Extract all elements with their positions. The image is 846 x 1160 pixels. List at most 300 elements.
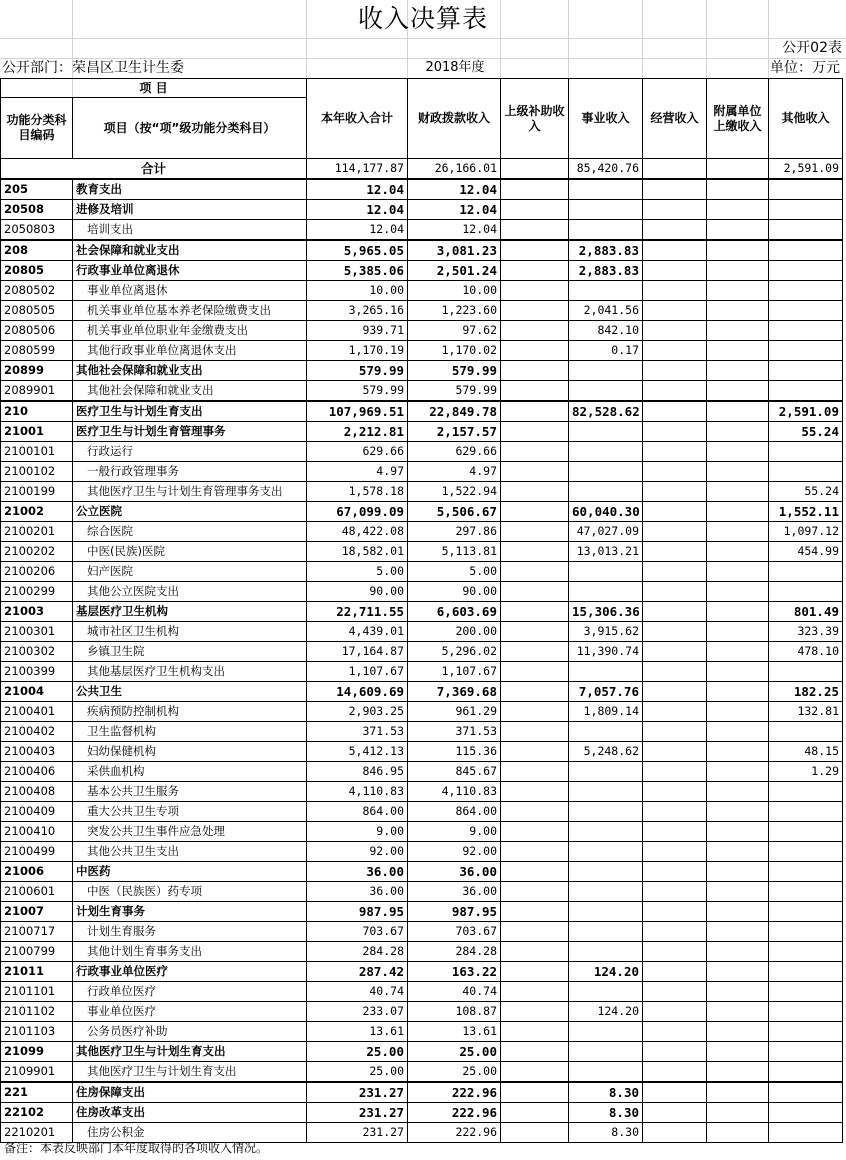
table-row <box>1 902 843 922</box>
row-value-cell: 2,212.81 <box>307 422 408 442</box>
row-value-cell: 1.29 <box>769 762 843 782</box>
row-code: 2080505 <box>1 301 73 321</box>
row-value-cell: 629.66 <box>307 442 408 462</box>
row-value-cell: 454.99 <box>769 542 843 562</box>
row-code: 2101101 <box>1 982 73 1002</box>
row-name: 疾病预防控制机构 <box>73 702 307 722</box>
row-value-cell <box>501 261 569 281</box>
row-value-cell: 371.53 <box>307 722 408 742</box>
row-value-cell: 1,809.14 <box>569 702 643 722</box>
row-value-cell <box>643 982 707 1002</box>
row-value-cell: 579.99 <box>307 361 408 381</box>
row-value-cell: 17,164.87 <box>307 642 408 662</box>
row-value-cell <box>501 642 569 662</box>
row-value-cell: 12.04 <box>307 200 408 220</box>
row-value-cell: 7,057.76 <box>569 682 643 702</box>
table-row <box>1 220 843 241</box>
row-name: 行政单位医疗 <box>73 982 307 1002</box>
row-value-cell: 163.22 <box>408 962 501 982</box>
row-name: 其他基层医疗卫生机构支出 <box>73 662 307 682</box>
row-name: 突发公共卫生事件应急处理 <box>73 822 307 842</box>
row-value-cell <box>707 722 769 742</box>
row-value-cell <box>501 321 569 341</box>
row-value-cell <box>501 582 569 602</box>
row-value-cell: 107,969.51 <box>307 401 408 422</box>
row-name: 中医(民族)医院 <box>73 542 307 562</box>
table-row <box>1 179 843 200</box>
row-value-cell: 5,296.02 <box>408 642 501 662</box>
row-code: 2100601 <box>1 882 73 902</box>
row-code: 2100409 <box>1 802 73 822</box>
row-value-cell: 12.04 <box>307 179 408 200</box>
row-value-cell: 0.17 <box>569 341 643 361</box>
row-code: 2100101 <box>1 442 73 462</box>
row-name: 公务员医疗补助 <box>73 1022 307 1042</box>
row-value-cell: 703.67 <box>408 922 501 942</box>
row-value-cell <box>643 422 707 442</box>
row-value-cell <box>707 1103 769 1123</box>
row-value-cell <box>569 1062 643 1083</box>
row-value-cell: 323.39 <box>769 622 843 642</box>
row-value-cell <box>707 220 769 241</box>
row-value-cell <box>569 862 643 882</box>
row-value-cell <box>569 381 643 402</box>
row-value-cell: 36.00 <box>408 862 501 882</box>
row-value-cell <box>707 281 769 301</box>
table-row <box>1 562 843 582</box>
row-code: 2100199 <box>1 482 73 502</box>
table-row <box>1 942 843 962</box>
row-name: 教育支出 <box>73 179 307 200</box>
row-value-cell: 8.30 <box>569 1123 643 1143</box>
row-value-cell <box>769 381 843 402</box>
row-code: 2100102 <box>1 462 73 482</box>
row-value-cell <box>707 261 769 281</box>
row-value-cell <box>501 602 569 622</box>
row-code: 2100299 <box>1 582 73 602</box>
row-value-cell <box>501 422 569 442</box>
col-header-code: 功能分类科目编码 <box>1 98 73 159</box>
row-name: 一般行政管理事务 <box>73 462 307 482</box>
row-value-cell <box>569 942 643 962</box>
row-value-cell <box>501 361 569 381</box>
row-value-cell <box>569 1022 643 1042</box>
row-value-cell: 579.99 <box>408 381 501 402</box>
row-value-cell: 845.67 <box>408 762 501 782</box>
table-row <box>1 482 843 502</box>
row-value-cell <box>569 902 643 922</box>
row-code: 2080506 <box>1 321 73 341</box>
row-value-cell <box>501 762 569 782</box>
row-value-cell <box>769 822 843 842</box>
fiscal-year: 2018年度 <box>425 60 485 75</box>
row-value-cell <box>707 702 769 722</box>
table-row <box>1 602 843 622</box>
row-value-cell: 90.00 <box>307 582 408 602</box>
row-value-cell <box>707 1042 769 1062</box>
row-code: 2100201 <box>1 522 73 542</box>
row-value-cell <box>501 982 569 1002</box>
total-label: 合计 <box>1 159 307 180</box>
row-value-cell: 987.95 <box>408 902 501 922</box>
row-name: 中医药 <box>73 862 307 882</box>
row-value-cell: 10.00 <box>408 281 501 301</box>
row-value-cell <box>643 179 707 200</box>
row-value-cell <box>769 261 843 281</box>
row-value-cell <box>643 822 707 842</box>
row-value-cell: 36.00 <box>307 862 408 882</box>
row-value-cell <box>769 882 843 902</box>
row-value-cell <box>707 842 769 862</box>
table-row <box>1 422 843 442</box>
table-row <box>1 1022 843 1042</box>
row-value-cell: 90.00 <box>408 582 501 602</box>
row-value-cell: 5,113.81 <box>408 542 501 562</box>
row-value-cell <box>769 862 843 882</box>
row-code: 2100399 <box>1 662 73 682</box>
row-name: 其他公立医院支出 <box>73 582 307 602</box>
row-value-cell <box>501 862 569 882</box>
row-value-cell: 12.04 <box>408 200 501 220</box>
row-value-cell <box>569 179 643 200</box>
row-value-cell <box>769 321 843 341</box>
row-value-cell <box>643 341 707 361</box>
row-name: 其他公共卫生支出 <box>73 842 307 862</box>
row-value-cell <box>769 902 843 922</box>
row-value-cell <box>707 682 769 702</box>
row-value-cell <box>569 281 643 301</box>
row-value-cell <box>643 762 707 782</box>
row-value-cell <box>769 1042 843 1062</box>
row-value-cell: 18,582.01 <box>307 542 408 562</box>
row-value-cell: 864.00 <box>307 802 408 822</box>
row-value-cell <box>643 842 707 862</box>
row-value-cell <box>707 361 769 381</box>
table-row <box>1 321 843 341</box>
row-name: 医疗卫生与计划生育支出 <box>73 401 307 422</box>
row-value-cell <box>501 442 569 462</box>
row-name: 综合医院 <box>73 522 307 542</box>
col-header-name: 项目（按“项”级功能分类科目） <box>73 98 307 159</box>
row-value-cell <box>569 662 643 682</box>
row-value-cell: 60,040.30 <box>569 502 643 522</box>
row-value-cell <box>501 200 569 220</box>
row-value-cell: 939.71 <box>307 321 408 341</box>
row-value-cell <box>707 1022 769 1042</box>
row-value-cell: 5,412.13 <box>307 742 408 762</box>
row-value-cell: 115.36 <box>408 742 501 762</box>
row-value-cell <box>769 361 843 381</box>
row-value-cell <box>643 862 707 882</box>
row-value-cell <box>569 1042 643 1062</box>
row-value-cell: 22,711.55 <box>307 602 408 622</box>
row-value-cell: 10.00 <box>307 281 408 301</box>
row-code: 2100410 <box>1 822 73 842</box>
row-value-cell: 233.07 <box>307 1002 408 1022</box>
table-row <box>1 281 843 301</box>
row-code: 21006 <box>1 862 73 882</box>
row-value-cell <box>769 220 843 241</box>
table-row <box>1 341 843 361</box>
row-value-cell <box>643 922 707 942</box>
row-value-cell <box>707 1123 769 1143</box>
row-value-cell <box>707 622 769 642</box>
row-value-cell <box>501 1002 569 1022</box>
row-value-cell <box>707 642 769 662</box>
row-value-cell: 9.00 <box>307 822 408 842</box>
row-value-cell <box>569 562 643 582</box>
table-row <box>1 582 843 602</box>
row-value-cell: 36.00 <box>307 882 408 902</box>
row-code: 2080502 <box>1 281 73 301</box>
row-value-cell <box>643 902 707 922</box>
row-value-cell <box>501 562 569 582</box>
row-value-cell <box>643 622 707 642</box>
row-value-cell: 846.95 <box>307 762 408 782</box>
row-name: 其他行政事业单位离退休支出 <box>73 341 307 361</box>
row-value-cell: 67,099.09 <box>307 502 408 522</box>
row-value-cell: 961.29 <box>408 702 501 722</box>
row-value-cell <box>643 281 707 301</box>
row-value-cell <box>707 822 769 842</box>
row-code: 2100717 <box>1 922 73 942</box>
col-header-fiscal-appropriation: 财政拨款收入 <box>408 79 501 159</box>
row-value-cell: 2,501.24 <box>408 261 501 281</box>
row-value-cell <box>501 742 569 762</box>
row-value-cell: 12.04 <box>307 220 408 241</box>
row-code: 2100406 <box>1 762 73 782</box>
row-value-cell: 5.00 <box>408 562 501 582</box>
total-cell: 114,177.87 <box>307 159 408 180</box>
row-code: 21007 <box>1 902 73 922</box>
row-value-cell <box>501 682 569 702</box>
row-code: 20508 <box>1 200 73 220</box>
row-value-cell: 4,439.01 <box>307 622 408 642</box>
table-row <box>1 381 843 402</box>
row-value-cell <box>643 381 707 402</box>
row-value-cell <box>501 1022 569 1042</box>
row-value-cell <box>501 381 569 402</box>
row-value-cell <box>569 802 643 822</box>
row-value-cell <box>501 462 569 482</box>
row-value-cell <box>643 602 707 622</box>
row-value-cell: 4.97 <box>408 462 501 482</box>
row-value-cell <box>707 982 769 1002</box>
row-name: 行政事业单位医疗 <box>73 962 307 982</box>
table-row <box>1 662 843 682</box>
row-code: 210 <box>1 401 73 422</box>
table-row <box>1 200 843 220</box>
row-code: 2080599 <box>1 341 73 361</box>
row-name: 行政运行 <box>73 442 307 462</box>
row-value-cell <box>569 200 643 220</box>
row-value-cell <box>643 462 707 482</box>
row-value-cell <box>707 442 769 462</box>
row-value-cell <box>643 1062 707 1083</box>
row-value-cell: 55.24 <box>769 482 843 502</box>
row-value-cell: 1,107.67 <box>307 662 408 682</box>
row-code: 2101103 <box>1 1022 73 1042</box>
row-value-cell <box>643 702 707 722</box>
row-value-cell: 579.99 <box>408 361 501 381</box>
row-value-cell <box>643 261 707 281</box>
row-value-cell: 7,369.68 <box>408 682 501 702</box>
row-value-cell <box>643 1042 707 1062</box>
row-value-cell <box>501 722 569 742</box>
row-value-cell <box>643 482 707 502</box>
row-value-cell: 14,609.69 <box>307 682 408 702</box>
row-value-cell: 3,915.62 <box>569 622 643 642</box>
row-value-cell <box>707 482 769 502</box>
gridline <box>0 38 846 39</box>
row-value-cell <box>501 622 569 642</box>
row-value-cell <box>501 942 569 962</box>
row-code: 22102 <box>1 1103 73 1123</box>
row-value-cell: 11,390.74 <box>569 642 643 662</box>
row-value-cell <box>643 722 707 742</box>
col-header-business-income: 事业收入 <box>569 79 643 159</box>
row-value-cell <box>707 902 769 922</box>
row-value-cell <box>769 582 843 602</box>
row-code: 2210201 <box>1 1123 73 1143</box>
row-value-cell: 8.30 <box>569 1103 643 1123</box>
row-value-cell <box>769 1002 843 1022</box>
row-code: 2100799 <box>1 942 73 962</box>
row-value-cell <box>769 1123 843 1143</box>
row-value-cell <box>707 862 769 882</box>
row-value-cell <box>643 1022 707 1042</box>
row-value-cell <box>769 842 843 862</box>
row-value-cell <box>643 742 707 762</box>
row-name: 其他计划生育事务支出 <box>73 942 307 962</box>
row-value-cell <box>707 762 769 782</box>
row-value-cell <box>643 1002 707 1022</box>
row-value-cell <box>501 301 569 321</box>
page-title: 收入决算表 <box>357 4 488 33</box>
row-value-cell <box>707 422 769 442</box>
table-row <box>1 1042 843 1062</box>
row-value-cell <box>707 962 769 982</box>
row-value-cell: 13.61 <box>307 1022 408 1042</box>
row-value-cell <box>769 982 843 1002</box>
table-body <box>1 159 843 1143</box>
row-value-cell <box>769 922 843 942</box>
row-value-cell <box>707 321 769 341</box>
row-name: 住房保障支出 <box>73 1082 307 1103</box>
row-name: 培训支出 <box>73 220 307 241</box>
row-value-cell: 1,552.11 <box>769 502 843 522</box>
row-value-cell <box>643 782 707 802</box>
table-row <box>1 802 843 822</box>
row-value-cell: 9.00 <box>408 822 501 842</box>
row-value-cell: 182.25 <box>769 682 843 702</box>
row-code: 2109901 <box>1 1062 73 1083</box>
row-value-cell <box>643 1082 707 1103</box>
table-row <box>1 722 843 742</box>
table-row <box>1 361 843 381</box>
col-header-total-income: 本年收入合计 <box>307 79 408 159</box>
row-name: 机关事业单位职业年金缴费支出 <box>73 321 307 341</box>
row-value-cell <box>569 442 643 462</box>
table-row <box>1 401 843 422</box>
row-name: 基层医疗卫生机构 <box>73 602 307 622</box>
row-value-cell <box>643 522 707 542</box>
row-name: 重大公共卫生专项 <box>73 802 307 822</box>
row-value-cell: 5.00 <box>307 562 408 582</box>
row-name: 妇产医院 <box>73 562 307 582</box>
row-value-cell <box>501 882 569 902</box>
row-value-cell: 108.87 <box>408 1002 501 1022</box>
row-value-cell: 5,385.06 <box>307 261 408 281</box>
row-value-cell <box>707 582 769 602</box>
row-value-cell: 4,110.83 <box>307 782 408 802</box>
total-cell <box>707 159 769 180</box>
row-value-cell: 231.27 <box>307 1123 408 1143</box>
row-value-cell <box>707 1082 769 1103</box>
row-value-cell <box>501 1103 569 1123</box>
footnote: 备注：本表反映部门本年度取得的各项收入情况。 <box>4 1141 269 1155</box>
row-value-cell: 55.24 <box>769 422 843 442</box>
row-value-cell: 40.74 <box>408 982 501 1002</box>
row-code: 2100499 <box>1 842 73 862</box>
row-name: 中医（民族医）药专项 <box>73 882 307 902</box>
row-code: 2100202 <box>1 542 73 562</box>
row-code: 21001 <box>1 422 73 442</box>
row-value-cell <box>707 502 769 522</box>
row-value-cell: 4,110.83 <box>408 782 501 802</box>
row-value-cell: 13.61 <box>408 1022 501 1042</box>
table-row <box>1 982 843 1002</box>
row-value-cell: 579.99 <box>307 381 408 402</box>
row-value-cell: 8.30 <box>569 1082 643 1103</box>
row-value-cell: 5,506.67 <box>408 502 501 522</box>
row-value-cell <box>769 341 843 361</box>
row-value-cell: 5,248.62 <box>569 742 643 762</box>
row-value-cell: 222.96 <box>408 1082 501 1103</box>
row-value-cell: 13,013.21 <box>569 542 643 562</box>
row-value-cell: 2,883.83 <box>569 240 643 261</box>
row-value-cell: 284.28 <box>307 942 408 962</box>
total-cell: 26,166.01 <box>408 159 501 180</box>
row-value-cell: 12.04 <box>408 220 501 241</box>
row-value-cell: 25.00 <box>408 1062 501 1083</box>
row-code: 2101102 <box>1 1002 73 1022</box>
row-value-cell <box>501 502 569 522</box>
row-value-cell <box>707 922 769 942</box>
row-name: 乡镇卫生院 <box>73 642 307 662</box>
row-value-cell <box>501 902 569 922</box>
row-value-cell: 40.74 <box>307 982 408 1002</box>
row-name: 计划生育事务 <box>73 902 307 922</box>
row-name: 公共卫生 <box>73 682 307 702</box>
row-value-cell <box>707 301 769 321</box>
row-value-cell: 1,170.19 <box>307 341 408 361</box>
row-value-cell: 629.66 <box>408 442 501 462</box>
row-value-cell <box>569 842 643 862</box>
row-value-cell <box>643 662 707 682</box>
row-value-cell <box>769 1103 843 1123</box>
item-group-header: 项 目 <box>1 79 307 98</box>
row-value-cell: 25.00 <box>408 1042 501 1062</box>
row-value-cell: 864.00 <box>408 802 501 822</box>
row-value-cell <box>707 1062 769 1083</box>
table-row <box>1 822 843 842</box>
total-cell <box>643 159 707 180</box>
row-name: 采供血机构 <box>73 762 307 782</box>
row-value-cell <box>643 542 707 562</box>
table-row <box>1 502 843 522</box>
table-row <box>1 622 843 642</box>
